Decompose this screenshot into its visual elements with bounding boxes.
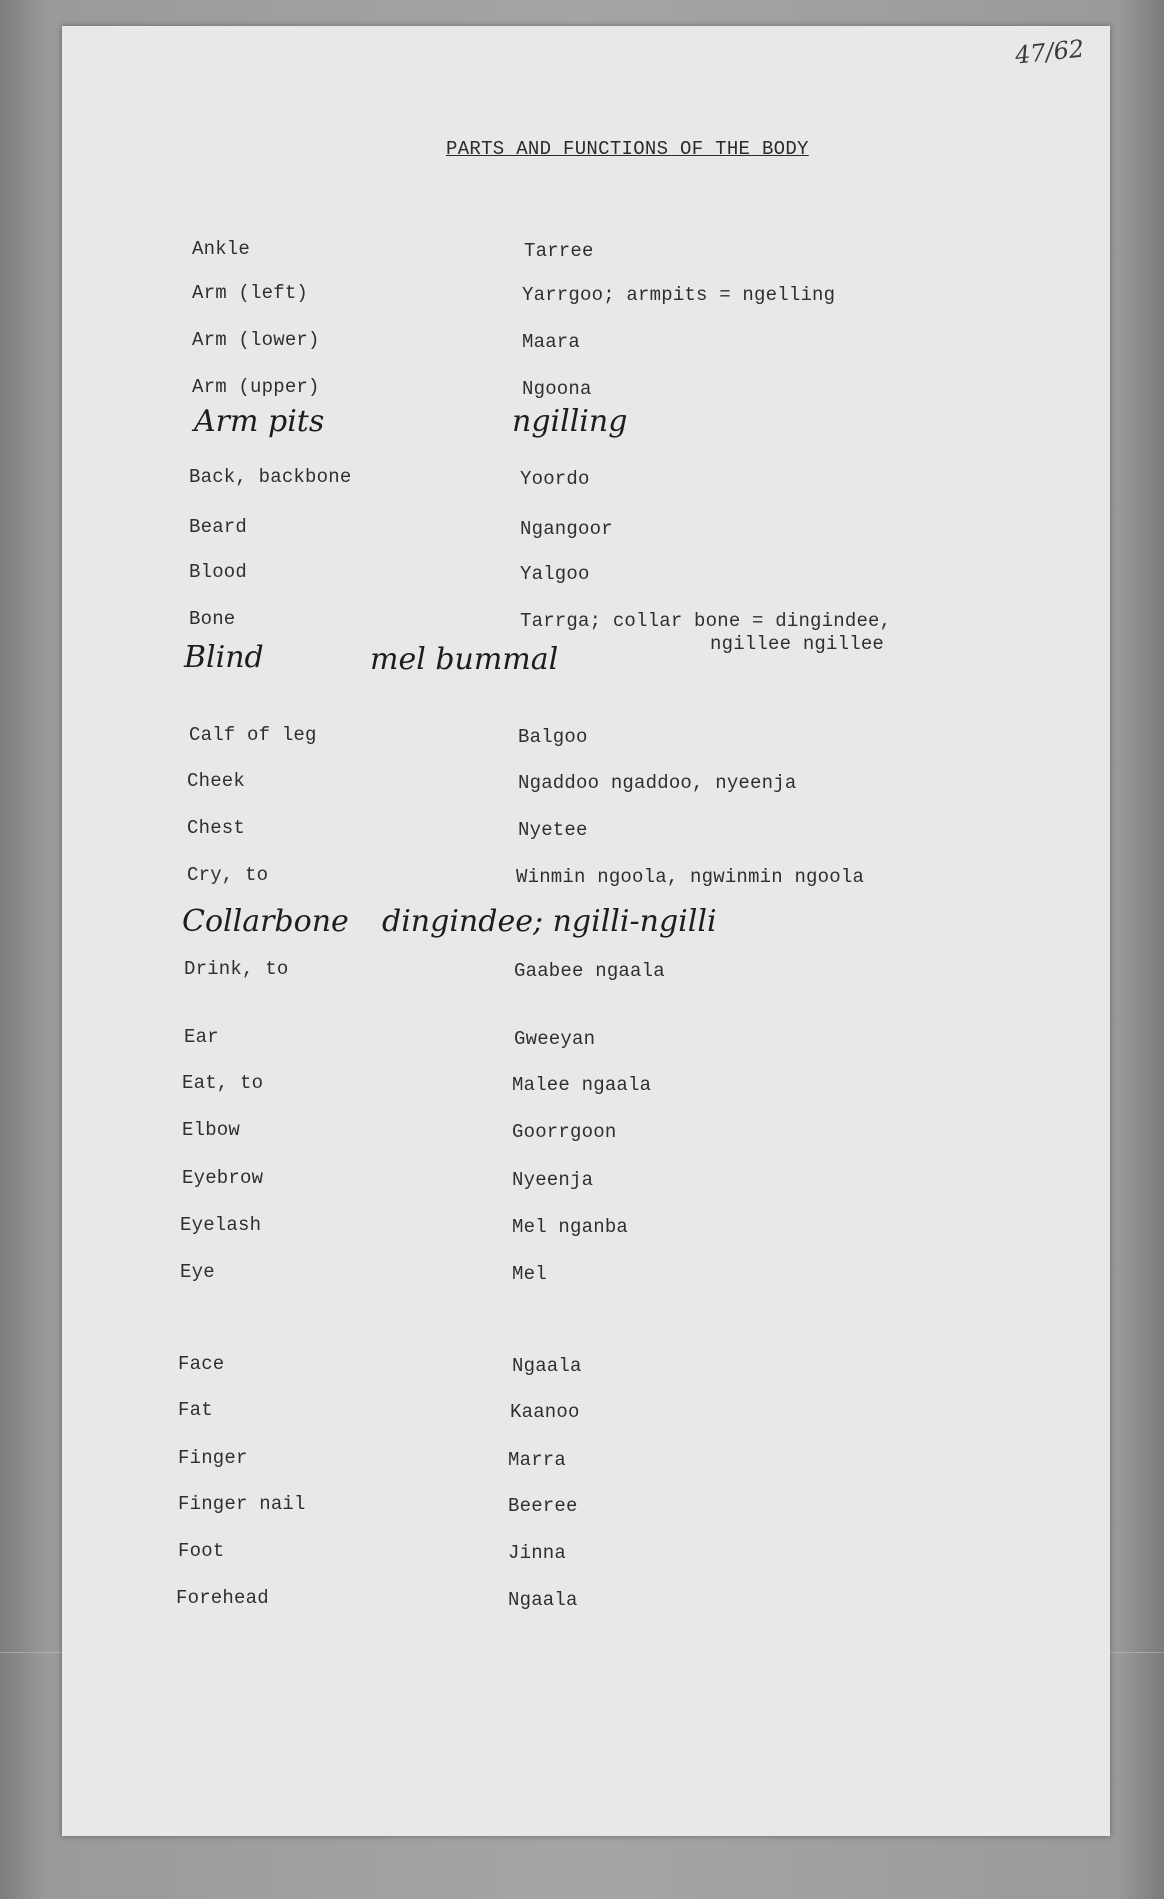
entry-english: Arm (lower) xyxy=(192,329,320,351)
handwritten-english: Blind xyxy=(184,640,264,675)
handwritten-native: mel bummal xyxy=(370,642,559,677)
entry-english: Foot xyxy=(178,1540,225,1562)
entry-english: Beard xyxy=(189,516,248,538)
handwritten-english: Collarbone xyxy=(182,904,349,939)
entry-native: Goorrgoon xyxy=(512,1121,617,1143)
document-page xyxy=(62,26,1110,1836)
page-title: PARTS AND FUNCTIONS OF THE BODY xyxy=(446,138,809,160)
entry-english: Eyelash xyxy=(180,1214,262,1236)
entry-native: Ngoona xyxy=(522,378,592,400)
entry-english: Arm (upper) xyxy=(192,376,320,398)
entry-native: Mel xyxy=(512,1263,547,1285)
entry-native: Ngaala xyxy=(508,1589,578,1611)
entry-english: Blood xyxy=(189,561,248,583)
entry-english: Chest xyxy=(187,817,246,839)
entry-english: Finger nail xyxy=(178,1493,306,1515)
entry-native: Kaanoo xyxy=(510,1401,580,1423)
entry-native-continuation: ngillee ngillee xyxy=(710,633,885,655)
entry-english: Face xyxy=(178,1353,225,1375)
page-number: 47/62 xyxy=(1013,34,1086,70)
handwritten-native: ngilling xyxy=(512,404,628,439)
entry-english: Drink, to xyxy=(184,958,289,980)
entry-native: Tarrga; collar bone = dingindee, xyxy=(520,610,892,632)
entry-english: Arm (left) xyxy=(192,282,309,304)
entry-english: Bone xyxy=(189,608,236,630)
handwritten-native: dingindee; ngilli-ngilli xyxy=(382,904,717,939)
entry-native: Ngaddoo ngaddoo, nyeenja xyxy=(518,772,797,794)
entry-english: Finger xyxy=(178,1447,248,1469)
entry-english: Back, backbone xyxy=(189,466,352,488)
entry-english: Ear xyxy=(184,1026,219,1048)
entry-native: Winmin ngoola, ngwinmin ngoola xyxy=(516,866,865,888)
entry-native: Nyetee xyxy=(518,819,588,841)
entry-native: Gaabee ngaala xyxy=(514,960,665,982)
entry-native: Balgoo xyxy=(518,726,588,748)
entry-english: Eyebrow xyxy=(182,1167,264,1189)
handwritten-english: Arm pits xyxy=(194,404,325,439)
entry-english: Forehead xyxy=(176,1587,269,1609)
entry-english: Calf of leg xyxy=(189,724,317,746)
entry-english: Eye xyxy=(180,1261,215,1283)
entry-native: Yarrgoo; armpits = ngelling xyxy=(522,284,836,306)
entry-english: Cry, to xyxy=(187,864,269,886)
entry-native: Nyeenja xyxy=(512,1169,594,1191)
entry-native: Maara xyxy=(522,331,581,353)
entry-native: Marra xyxy=(508,1449,567,1471)
entry-native: Mel nganba xyxy=(512,1216,629,1238)
entry-english: Eat, to xyxy=(182,1072,264,1094)
entry-native: Jinna xyxy=(508,1542,567,1564)
entry-native: Gweeyan xyxy=(514,1028,596,1050)
entry-native: Ngaala xyxy=(512,1355,582,1377)
entry-english: Ankle xyxy=(192,238,251,260)
entry-english: Elbow xyxy=(182,1119,241,1141)
entry-english: Cheek xyxy=(187,770,246,792)
entry-native: Beeree xyxy=(508,1495,578,1517)
entry-native: Yalgoo xyxy=(520,563,590,585)
entry-native: Ngangoor xyxy=(520,518,613,540)
entry-native: Yoordo xyxy=(520,468,590,490)
entry-native: Malee ngaala xyxy=(512,1074,652,1096)
entry-native: Tarree xyxy=(524,240,594,262)
entry-english: Fat xyxy=(178,1399,213,1421)
